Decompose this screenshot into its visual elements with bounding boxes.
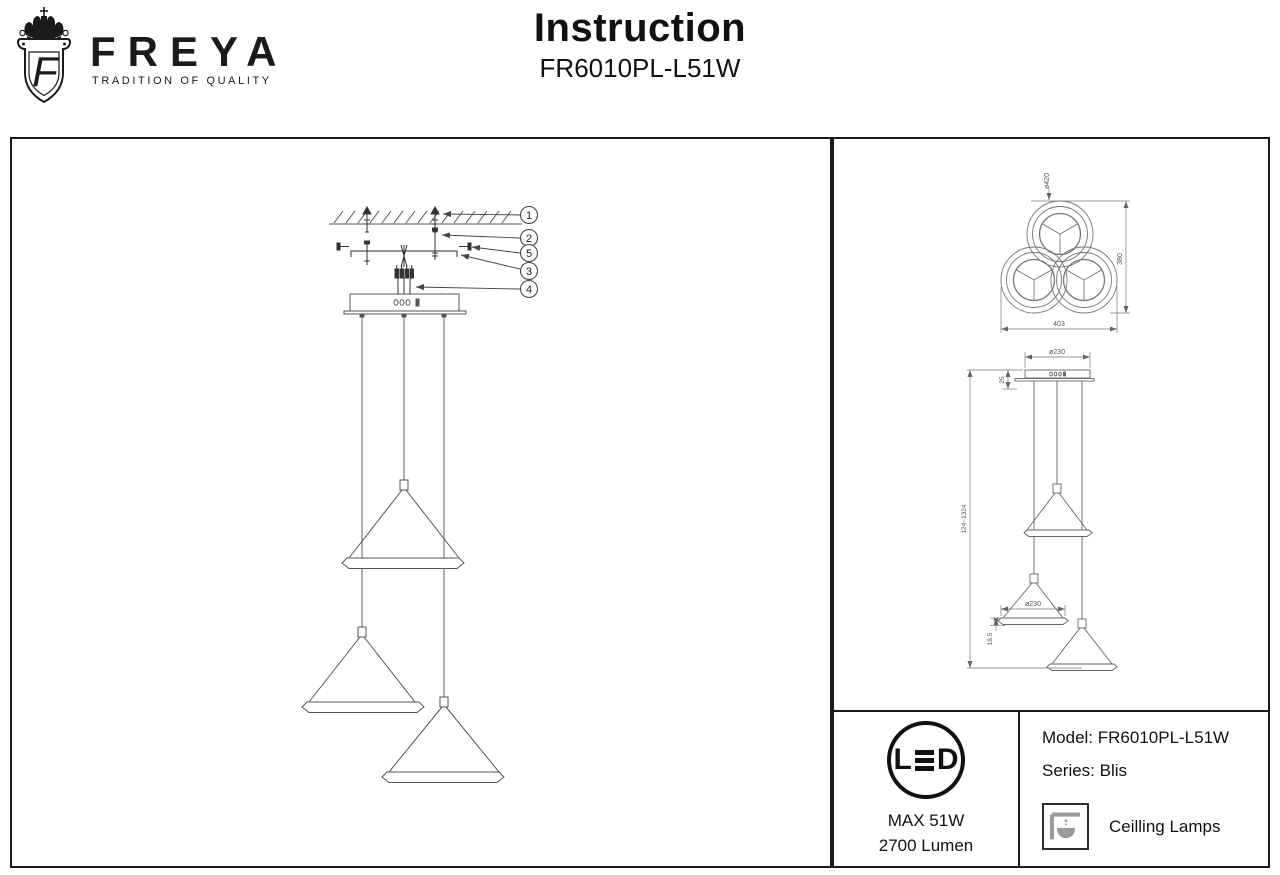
spec-panel: [832, 137, 1270, 868]
dim-canopy-height: 25: [999, 376, 1006, 384]
model-spec-cell: [1020, 712, 1268, 866]
top-view-rings: [1001, 201, 1117, 313]
callout-5: 5: [525, 247, 533, 260]
led-letter-l: L: [893, 743, 912, 777]
page-title: Instruction: [533, 6, 747, 50]
led-letter-e-bars: [915, 750, 934, 771]
led-letter-d: D: [936, 743, 959, 777]
suspension-cables: [362, 317, 444, 697]
side-view-drawing: [998, 370, 1117, 671]
anchor-bolts: [363, 207, 439, 232]
callout-4: 4: [525, 283, 533, 296]
title-block: [0, 6, 1280, 84]
ceiling-section: [329, 211, 522, 224]
dim-top-width: 403: [1053, 321, 1065, 328]
dimension-diagram: [834, 139, 1268, 710]
dim-canopy-diameter: ø230: [1049, 349, 1065, 356]
dim-top-height: 380: [1117, 253, 1124, 265]
brand-name: FREYA: [90, 28, 289, 75]
spec-model: Model: FR6010PL-L51W: [1042, 728, 1230, 747]
dimension-drawings: [834, 139, 1268, 712]
spec-series: Series: Blis: [1042, 761, 1128, 780]
callout-3: 3: [525, 265, 533, 278]
ceiling-lamp-icon: [1042, 803, 1089, 850]
ceiling-canopy: [344, 294, 466, 317]
logo-letter: F: [32, 48, 58, 95]
dim-disc-diameter: ø230: [1025, 601, 1041, 608]
page-model-number: FR6010PL-L51W: [539, 53, 741, 83]
pendant-disc-left: [302, 627, 424, 713]
brand-tagline: TRADITION OF QUALITY: [92, 75, 272, 87]
callout-2: 2: [525, 232, 533, 245]
callout-1: 1: [525, 209, 533, 222]
dim-suspension-range: 124~1324: [961, 504, 968, 534]
luminous-flux: 2700 Lumen: [878, 836, 974, 855]
led-spec-cell: [834, 712, 1020, 866]
assembly-diagram-panel: [10, 137, 832, 868]
dim-top-diameter: ø420: [1044, 173, 1051, 189]
exploded-view-diagram: [12, 139, 830, 866]
led-badge-icon: [887, 721, 965, 799]
wire-connectors: [395, 245, 414, 294]
spec-row: [834, 712, 1268, 866]
dim-disc-height: 18.5: [987, 632, 994, 646]
category-label: Ceilling Lamps: [1109, 816, 1221, 836]
led-caption: [879, 809, 974, 858]
category-row: [1042, 803, 1268, 850]
pendant-disc-middle: [342, 480, 464, 569]
max-power: MAX 51W: [887, 811, 965, 831]
